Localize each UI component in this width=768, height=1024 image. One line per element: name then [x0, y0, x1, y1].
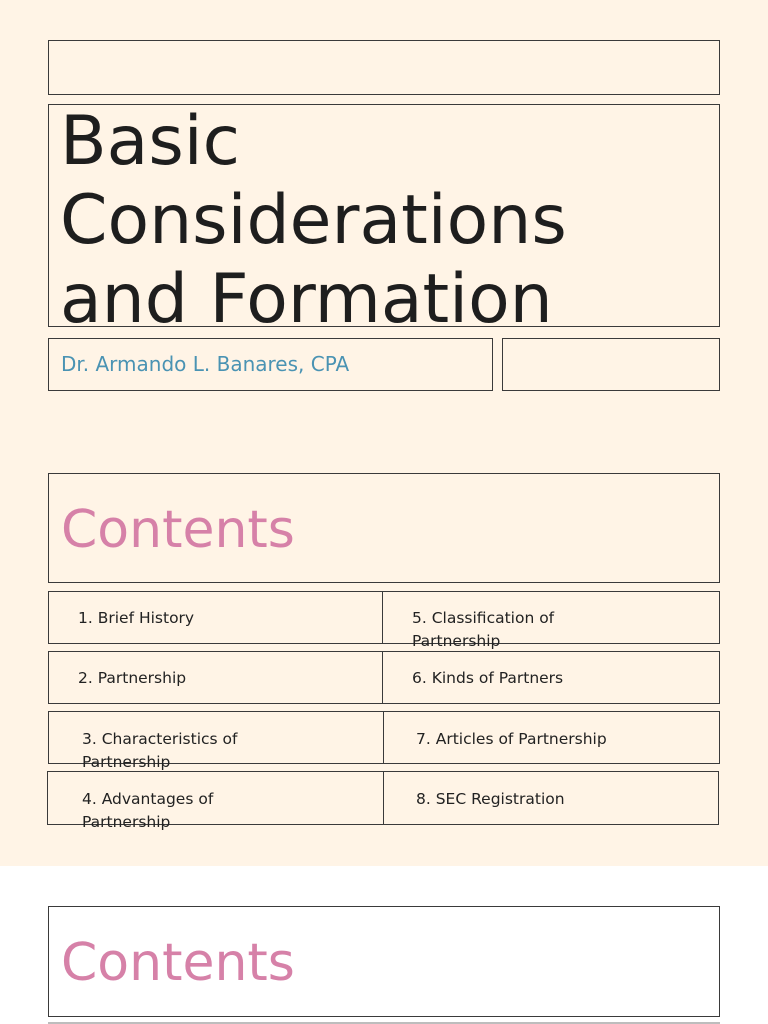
contents-item: 3. Characteristics of Partnership — [82, 730, 238, 771]
contents-heading: Contents — [61, 500, 295, 560]
contents-item: 7. Articles of Partnership — [416, 730, 607, 748]
header-placeholder — [48, 40, 720, 95]
contents-item: 8. SEC Registration — [416, 790, 565, 808]
author-name: Dr. Armando L. Banares, CPA — [61, 352, 350, 376]
contents-item: 2. Partnership — [78, 669, 187, 687]
contents-item: 6. Kinds of Partners — [412, 669, 564, 687]
title-line-2: Considerations — [60, 181, 567, 260]
contents-item: 5. Classification of Partnership — [412, 609, 555, 650]
contents-item: 4. Advantages of Partnership — [82, 790, 214, 831]
title-line-1: Basic — [60, 102, 241, 181]
contents-heading-2: Contents — [61, 933, 295, 993]
contents-item: 1. Brief History — [78, 609, 195, 627]
side-placeholder — [502, 338, 720, 391]
title-line-3: and Formation — [60, 260, 553, 339]
slide-title — [60, 102, 567, 339]
